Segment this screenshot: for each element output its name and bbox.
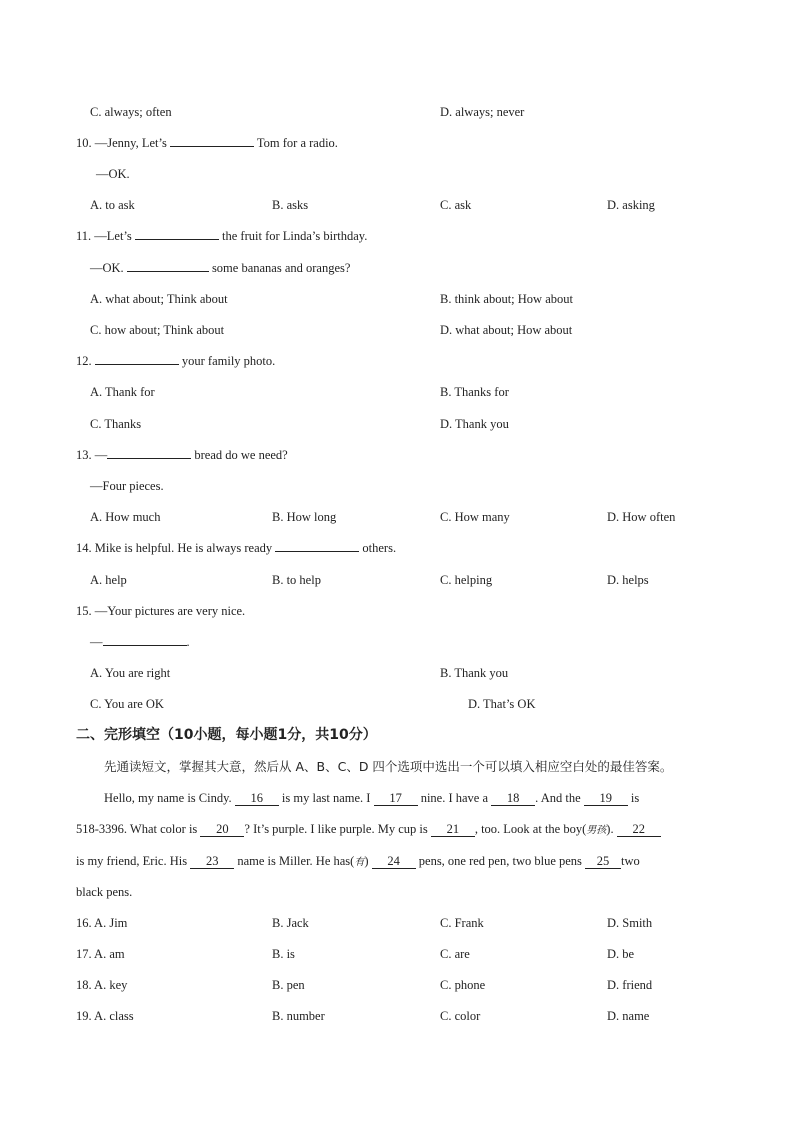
section-instruction: 先通读短文，掌握其大意，然后从 A、B、C、D 四个选项中选出一个可以填入相应空白处的最佳答案。 <box>104 759 673 774</box>
q18-option-c: C. phone <box>440 978 486 992</box>
section-heading: 二、完形填空（10小题，每小题1分，共10分） <box>76 727 377 743</box>
q10-stem: 10. —Jenny, Let’s Tom for a radio. <box>76 136 338 150</box>
blank-18: 18 <box>491 791 535 806</box>
q16-option-b: B. Jack <box>272 916 309 930</box>
q11-reply: —OK. some bananas and oranges? <box>90 261 351 275</box>
passage-line-3: is my friend, Eric. His 23 name is Miller. He has(有) 24 pens, one red pen, two blue pens 25 two <box>76 854 640 868</box>
q11-option-b: B. think about; How about <box>440 292 573 306</box>
blank-25: 25 <box>585 854 621 869</box>
blank-22: 22 <box>617 822 661 837</box>
q15-option-a: A. You are right <box>90 666 171 680</box>
q12-option-b: B. Thanks for <box>440 385 509 399</box>
q9-option-c: C. always; often <box>90 105 172 119</box>
q17-option-c: C. are <box>440 947 470 961</box>
q17-option-d: D. be <box>607 947 635 961</box>
blank-19: 19 <box>584 791 628 806</box>
q15-option-c: C. You are OK <box>90 697 164 711</box>
q19-option-b: B. number <box>272 1009 325 1023</box>
passage-line-2: 518-3396. What color is 20 ? It’s purple. I like purple. My cup is 21 , too. Look at the boy(男孩). 22 <box>76 821 661 839</box>
q12-stem: 12. your family photo. <box>76 354 276 368</box>
q16-option-a: 16. A. Jim <box>76 916 128 930</box>
blank-16: 16 <box>235 791 279 806</box>
q12-blank <box>95 364 179 365</box>
q18-option-d: D. friend <box>607 978 653 992</box>
q14-option-a: A. help <box>90 573 127 587</box>
q13-blank <box>107 458 191 459</box>
q11-option-d: D. what about; How about <box>440 323 573 337</box>
q13-option-a: A. How much <box>90 510 161 524</box>
q19-option-c: C. color <box>440 1009 481 1023</box>
q13-option-c: C. How many <box>440 510 510 524</box>
blank-17: 17 <box>374 791 418 806</box>
blank-21: 21 <box>431 822 475 837</box>
q14-option-d: D. helps <box>607 573 649 587</box>
blank-20: 20 <box>200 822 244 837</box>
q15-option-b: B. Thank you <box>440 666 509 680</box>
q13-option-d: D. How often <box>607 510 676 524</box>
q10-option-d: D. asking <box>607 198 655 212</box>
q16-option-c: C. Frank <box>440 916 484 930</box>
q14-option-b: B. to help <box>272 573 321 587</box>
q10-blank <box>170 146 254 147</box>
q12-option-c: C. Thanks <box>90 417 142 431</box>
q16-option-d: D. Smith <box>607 916 653 930</box>
q10-option-b: B. asks <box>272 198 309 212</box>
q14-option-c: C. helping <box>440 573 493 587</box>
q13-reply: —Four pieces. <box>90 479 164 493</box>
q15-blank <box>103 645 187 646</box>
q19-option-a: 19. A. class <box>76 1009 134 1023</box>
q9-option-d: D. always; never <box>440 105 525 119</box>
q14-blank <box>275 551 359 552</box>
q11-option-a: A. what about; Think about <box>90 292 228 306</box>
q13-option-b: B. How long <box>272 510 337 524</box>
q12-option-d: D. Thank you <box>440 417 509 431</box>
q17-option-a: 17. A. am <box>76 947 125 961</box>
q18-option-b: B. pen <box>272 978 305 992</box>
q15-stem: 15. —Your pictures are very nice. <box>76 604 246 618</box>
q11-blank-2 <box>127 271 209 272</box>
q19-option-d: D. name <box>607 1009 650 1023</box>
q11-blank-1 <box>135 239 219 240</box>
q10-reply: —OK. <box>96 167 130 181</box>
q12-option-a: A. Thank for <box>90 385 155 399</box>
q10-option-c: C. ask <box>440 198 472 212</box>
q14-stem: 14. Mike is helpful. He is always ready others. <box>76 541 397 555</box>
q10-option-a: A. to ask <box>90 198 135 212</box>
passage-line-1: Hello, my name is Cindy. 16 is my last name. I 17 nine. I have a 18 . And the 19 is <box>104 791 640 805</box>
q11-stem: 11. —Let’s the fruit for Linda’s birthday. <box>76 229 368 243</box>
q15-reply: — . <box>90 635 190 649</box>
q15-option-d: D. That’s OK <box>468 697 536 711</box>
passage-line-4: black pens. <box>76 885 133 899</box>
blank-24: 24 <box>372 854 416 869</box>
blank-23: 23 <box>190 854 234 869</box>
q13-stem: 13. — bread do we need? <box>76 448 288 462</box>
q18-option-a: 18. A. key <box>76 978 128 992</box>
q11-option-c: C. how about; Think about <box>90 323 225 337</box>
q17-option-b: B. is <box>272 947 295 961</box>
